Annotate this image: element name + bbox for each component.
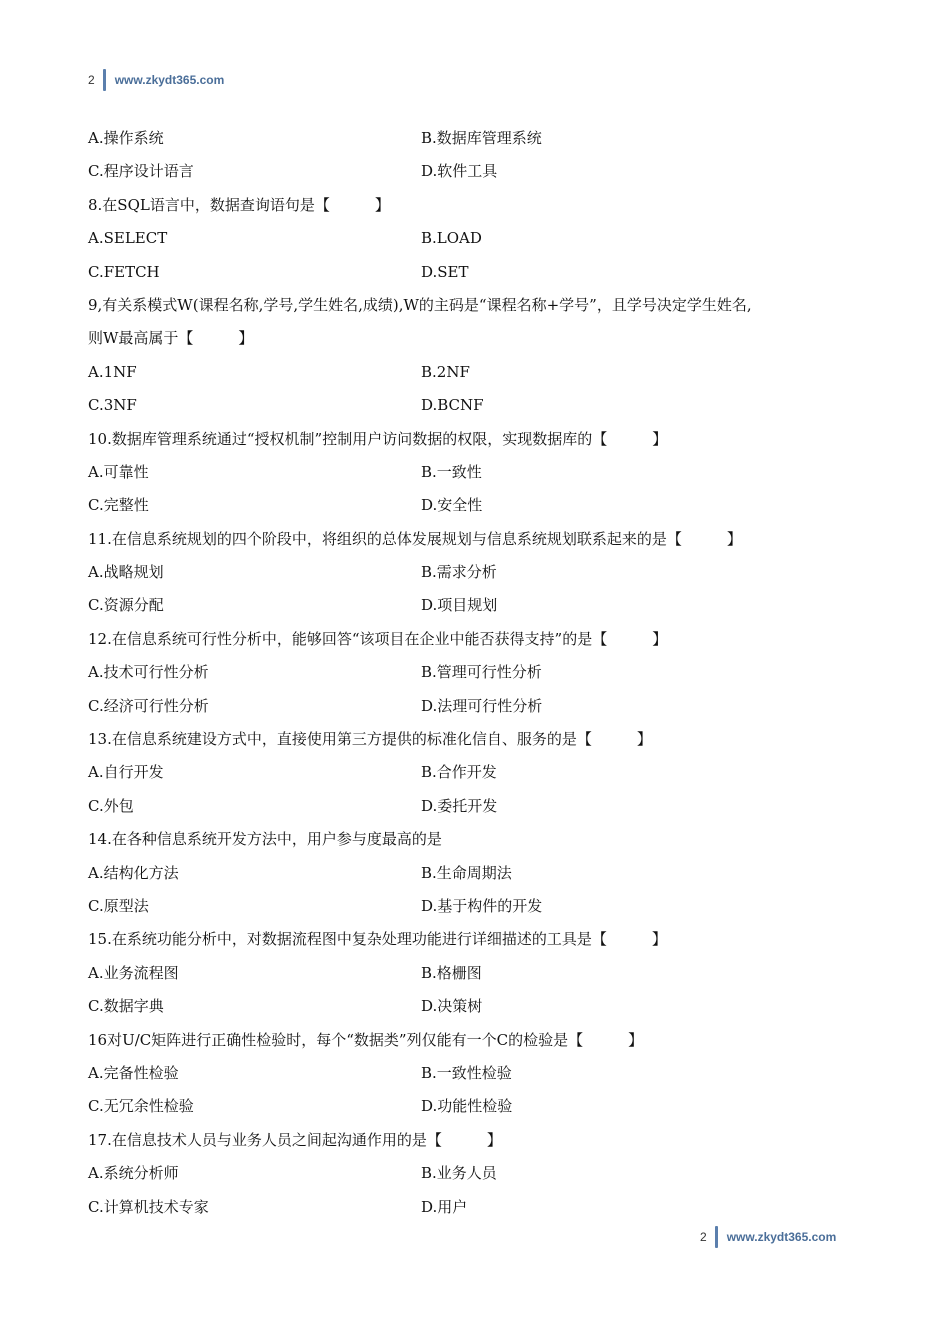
option-right: B.格栅图 [421, 963, 482, 982]
option-left: A.业务流程图 [88, 963, 179, 982]
option-right: D.安全性 [421, 496, 483, 515]
option-left: C.FETCH [88, 262, 160, 281]
option-right: D.用户 [421, 1197, 468, 1216]
option-row [88, 256, 878, 289]
option-right: B.业务人员 [421, 1164, 497, 1183]
option-left: C.3NF [88, 396, 137, 415]
option-left: A.SELECT [88, 229, 168, 248]
option-row [88, 857, 878, 890]
option-right: B.一致性检验 [421, 1063, 512, 1082]
option-left: A.结构化方法 [88, 863, 179, 882]
option-right: D.软件工具 [421, 162, 498, 181]
option-right: D.功能性检验 [421, 1097, 513, 1116]
option-row [88, 556, 878, 589]
question-line [88, 289, 878, 322]
question-line [88, 423, 878, 456]
option-right: B.LOAD [421, 229, 482, 248]
option-row [88, 756, 878, 789]
option-right: B.需求分析 [421, 563, 497, 582]
option-left: A.自行开发 [88, 763, 164, 782]
option-row [88, 122, 878, 155]
footer-site-url[interactable]: www.zkydt365.com [726, 1230, 837, 1244]
option-right: D.BCNF [421, 396, 484, 415]
option-row [88, 222, 878, 255]
option-row [88, 1057, 878, 1090]
question-text: 9,有关系模式W(课程名称,学号,学生姓名,成绩),W的主码是“课程名称+学号”，且学号决定学生姓名, [88, 295, 752, 314]
option-row [88, 1157, 878, 1190]
question-line [88, 523, 878, 556]
footer-page-number: 2 [700, 1230, 707, 1244]
option-left: C.原型法 [88, 896, 149, 915]
option-row [88, 1090, 878, 1123]
option-right: B.2NF [421, 362, 470, 381]
option-row [88, 155, 878, 188]
header-page-number: 2 [88, 73, 95, 87]
header-accent-bar [103, 69, 106, 91]
header-site-url[interactable]: www.zkydt365.com [114, 73, 225, 87]
option-row [88, 456, 878, 489]
question-text: 16对U/C矩阵进行正确性检验时，每个“数据类”列仅能有一个C的检验是【 】 [88, 1030, 644, 1049]
option-row [88, 990, 878, 1023]
question-line [88, 1024, 878, 1057]
option-right: B.合作开发 [421, 763, 497, 782]
question-text: 13.在信息系统建设方式中，直接使用第三方提供的标准化信自、服务的是【 】 [88, 730, 652, 749]
option-row [88, 489, 878, 522]
footer-accent-bar [715, 1226, 718, 1248]
option-right: D.决策树 [421, 997, 483, 1016]
option-left: C.程序设计语言 [88, 162, 194, 181]
option-left: A.操作系统 [88, 129, 164, 147]
option-right: B.一致性 [421, 462, 482, 481]
option-row [88, 389, 878, 422]
question-line [88, 623, 878, 656]
question-text: 8.在SQL语言中，数据查询语句是【 】 [88, 195, 390, 214]
page-footer [700, 1225, 836, 1249]
option-row [88, 890, 878, 923]
question-line [88, 923, 878, 956]
option-row [88, 656, 878, 689]
question-text: 14.在各种信息系统开发方法中，用户参与度最高的是 [88, 830, 442, 849]
question-line [88, 1124, 878, 1157]
option-row [88, 589, 878, 622]
exam-content [88, 122, 878, 1224]
option-left: C.经济可行性分析 [88, 696, 209, 715]
option-row [88, 690, 878, 723]
option-left: C.计算机技术专家 [88, 1197, 209, 1216]
option-left: A.完备性检验 [88, 1063, 179, 1082]
question-text: 则W最高属于【 】 [88, 329, 254, 348]
option-right: D.基于构件的开发 [421, 896, 543, 915]
question-text: 10.数据库管理系统通过“授权机制”控制用户访问数据的权限，实现数据库的【 】 [88, 429, 668, 448]
option-left: C.资源分配 [88, 596, 164, 615]
option-left: A.1NF [88, 362, 137, 381]
question-text: 11.在信息系统规划的四个阶段中，将组织的总体发展规划与信息系统规划联系起来的是【 】 [88, 529, 742, 548]
option-row [88, 356, 878, 389]
option-left: A.系统分析师 [88, 1164, 179, 1183]
option-right: B.管理可行性分析 [421, 663, 542, 682]
question-line [88, 823, 878, 856]
option-left: A.战略规划 [88, 563, 164, 582]
question-text: 12.在信息系统可行性分析中，能够回答“该项目在企业中能否获得支持”的是【 】 [88, 629, 668, 648]
option-right: D.SET [421, 262, 469, 281]
option-right: D.委托开发 [421, 796, 498, 815]
question-line [88, 189, 878, 222]
question-text: 15.在系统功能分析中，对数据流程图中复杂处理功能进行详细描述的工具是【 】 [88, 930, 667, 949]
option-left: A.技术可行性分析 [88, 663, 209, 682]
question-text: 17.在信息技术人员与业务人员之间起沟通作用的是【 】 [88, 1130, 502, 1149]
option-right: B.生命周期法 [421, 863, 512, 882]
option-row [88, 957, 878, 990]
question-line [88, 723, 878, 756]
option-right: D.法理可行性分析 [421, 696, 543, 715]
option-row [88, 1191, 878, 1224]
option-left: C.外包 [88, 796, 134, 815]
option-left: A.可靠性 [88, 462, 149, 481]
option-row [88, 790, 878, 823]
question-line [88, 322, 878, 355]
option-left: C.完整性 [88, 496, 149, 515]
option-left: C.数据字典 [88, 997, 164, 1016]
option-right: D.项目规划 [421, 596, 498, 615]
option-right: B.数据库管理系统 [421, 129, 542, 147]
option-left: C.无冗余性检验 [88, 1097, 194, 1116]
page-header [88, 68, 224, 92]
